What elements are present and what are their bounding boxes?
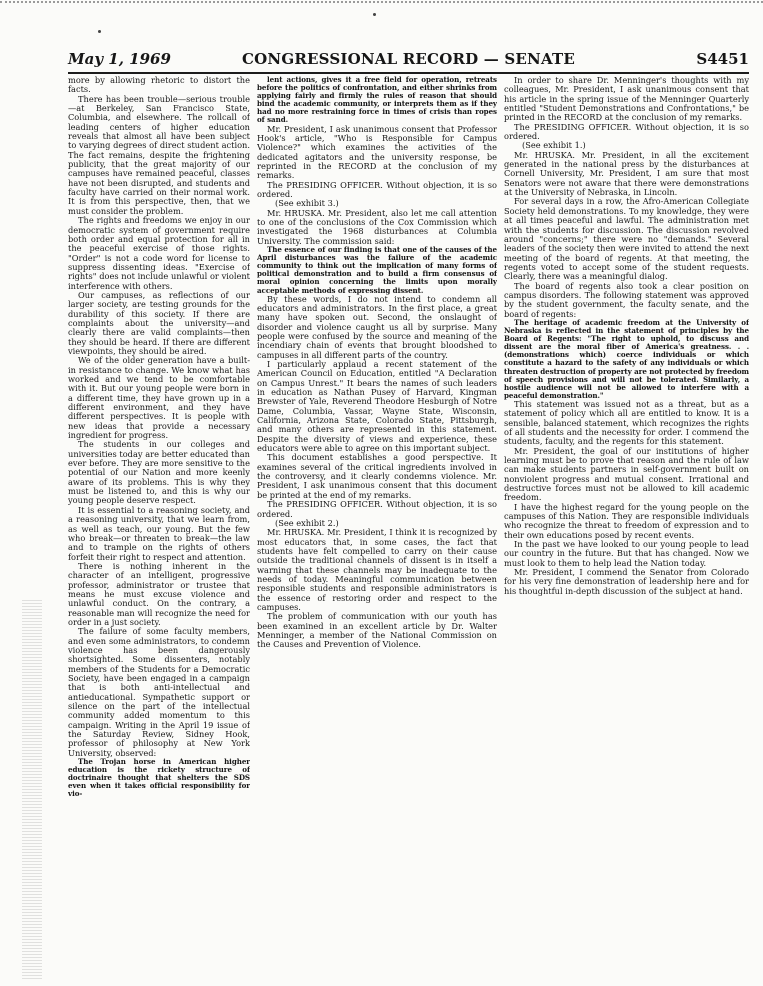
page-header <box>68 50 749 74</box>
paragraph: It is essential to a reasoning society, and a reasoning university, that we learn from, as well as teach, our young. But the few who break—or threaten to break—the law and to trample on the rights of others forfeit their right to respect and attention. <box>68 504 250 562</box>
paragraph: The PRESIDING OFFICER. Without objection, it is so ordered. <box>257 179 497 199</box>
scan-speck <box>98 30 101 33</box>
paragraph: In order to share Dr. Menninger's thoughts with my colleagues, Mr. President, I ask unanimous consent that his article in the spring issue of the Menninger Quarterly entitled "Student Demonstrations and Confrontations," be printed in the RECORD at the conclusion of my remarks. <box>504 76 749 123</box>
paragraph: Mr. HRUSKA. Mr. President, also let me call attention to one of the conclusions of the Cox Commission which investigated the 1968 disturbances at Columbia University. The commission said: <box>257 207 497 246</box>
header-date: May 1, 1969 <box>68 50 171 68</box>
quoted-paragraph: The essence of our finding is that one of the causes of the April disturbances was the failure of the academic community to think out the implication of many forms of political demonstration and to build a firm consensus of moral opinion concerning the limits upon morally acceptable methods of expressing dissent. <box>257 245 497 295</box>
text-column-1 <box>68 76 250 981</box>
paragraph: The rights and freedoms we enjoy in our democratic system of government require both order and equal protection for all in the peaceful exercise of those rights. "Order" is not a code word for license to suppress dissenting ideas. "Exercise of rights" does not include unlawful or violent interference with others. <box>68 215 250 291</box>
paragraph: The problem of communication with our youth has been examined in an excellent article by Dr. Walter Menninger, a member of the National Commission on the Causes and Prevention of Violence. <box>257 611 497 650</box>
quoted-paragraph: lent actions, gives it a free field for operation, retreats before the politics of confrontation, and either shrinks from applying fairly and firmly the rules of reason that should bind the academic community, or interprets them as if they had no more restraining force in times of crisis than ropes of sand. <box>257 76 497 125</box>
text-column-2 <box>257 76 497 981</box>
quoted-paragraph: The heritage of academic freedom at the University of Nebraska is reflected in the statement of principles by the Board of Regents: "The right to uphold, to discuss and dissent are the moral fiber of America's greatness. . . (demonstrations which) coerce individuals or which constitute a hazard to the safety of any individuals or which threaten destruction of property are not protected by freedom of speech provisions and will not be tolerated. Similarly, a hostile audience will not be allowed to interfere with a peaceful demonstration." <box>504 317 749 400</box>
paragraph: There is nothing inherent in the character of an intelligent, progressive professor, administrator or trustee that means he must excuse violence and unlawful conduct. On the contrary, a reasonable man will recognize the need for order in a just society. <box>68 560 250 627</box>
paragraph: The failure of some faculty members, and even some administrators, to condemn violence has been dangerously shortsighted. Some dissenters, notably members of the Students for a Democratic Society, have been engaged in a campaign that is both anti-intellectual and antieducational. Sympathetic support or silence on the part of the intellectual community added momentum to this campaign. Writing in the April 19 issue of the Saturday Review, Sidney Hook, professor of philosophy at New York University, observed: <box>68 626 250 758</box>
paragraph: By these words, I do not intend to condemn all educators and administrators. In the first place, a great many have spoken out. Second, the onslaught of disorder and violence caught us all by surprise. Many people were confused by the source and meaning of the incendiary chain of events that brought bloodshed to campuses in all different parts of the country. <box>257 293 497 360</box>
paragraph: This document establishes a good perspective. It examines several of the critical ingredients involved in the controversy, and it clearly condemns violence. Mr. President, I ask unanimous consent that this document be printed at the end of my remarks. <box>257 452 497 500</box>
text-column-3 <box>504 76 749 981</box>
exhibit-reference: (See exhibit 1.) <box>522 140 586 151</box>
scan-binding-edge <box>22 600 42 980</box>
paragraph: The students in our colleges and universities today are better educated than ever before. They are more sensitive to the potential of our Nation and more keenly aware of its problems. This is why they must be listened to, and this is why our young people deserve respect. <box>68 439 250 506</box>
quoted-paragraph: The Trojan horse in American higher education is the rickety structure of doctrinaire thought that shelters the SDS even when it takes official responsibility for vio- <box>68 757 250 799</box>
paragraph: We of the older generation have a built-in resistance to change. We know what has worked and we tend to be comfortable with it. But our young people were born in a different time, they have grown up in a different environment, and they have different perspectives. It is people with new ideas that provide a necessary ingredient for progress. <box>68 355 250 441</box>
paragraph: I particularly applaud a recent statement of the American Council on Education, entitled "A Declaration on Campus Unrest." It bears the names of such leaders in education as Nathan Pusey of Harvard, Kingman Brewster of Yale, Reverend Theodore Hesburgh of Notre Dame, Columbia, Vassar, Wayne State, Wisconsin, California, Arizona State, Colorado State, Pittsburgh, and many others are represented in this statement. Despite the diversity of views and experience, these educators were able to agree on this important subject. <box>257 359 497 454</box>
paragraph: Mr. President, the goal of our institutions of higher learning must be to prove that reason and the rule of law can make students partners in self-government built on nonviolent progress and mutual consent. Irrational and destructive forces must not be allowed to kill academic freedom. <box>504 445 749 503</box>
paragraph: There has been trouble—serious trouble—at Berkeley, San Francisco State, Columbia, and elsewhere. The rollcall of leading centers of higher education reveals that almost all have been subject to varying degrees of direct student action. The fact remains, despite the frightening publicity, that the great majority of our campuses have remained peaceful, classes have not been disrupted, and students and faculty have carried on their normal work. It is from this perspective, then, that we must consider the problem. <box>68 93 250 216</box>
paragraph: I have the highest regard for the young people on the campuses of this Nation. They are responsible individuals who recognize the threat to freedom of expression and to their own educations posed by recent events. <box>504 501 749 540</box>
paragraph: more by allowing rhetoric to distort the facts. <box>68 76 250 95</box>
paragraph: The board of regents also took a clear position on campus disorders. The following statement was approved by the student government, the faculty senate, and the board of regents: <box>504 280 749 319</box>
paragraph: This statement was issued not as a threat, but as a statement of policy which all are entitled to know. It is a sensible, balanced statement, which recognizes the rights of all students and the necessity for order. I commend the students, faculty, and the regents for this statement. <box>504 398 749 447</box>
scan-speck <box>373 13 376 16</box>
paragraph: Mr. President, I ask unanimous consent that Professor Hook's article, "Who is Responsible for Campus Violence?" which examines the activities of the dedicated agitators and the university response, be reprinted in the RECORD at the conclusion of my remarks. <box>257 123 497 181</box>
header-page-number: S4451 <box>696 50 749 68</box>
paragraph: The PRESIDING OFFICER. Without objection, it is so ordered. <box>504 121 749 142</box>
paragraph: The PRESIDING OFFICER. Without objection, it is so ordered. <box>257 499 497 519</box>
paragraph: Mr. President, I commend the Senator from Colorado for his very fine demonstration of leadership here and for his thoughtful in-depth discussion of the subject at hand. <box>504 567 749 596</box>
header-title: CONGRESSIONAL RECORD — SENATE <box>242 50 575 68</box>
paragraph: Mr. HRUSKA. Mr. President, I think it is recognized by most educators that, in some cases, the fact that students have felt compelled to carry on their cause outside the traditional channels of dissent is in itself a warning that these channels may be inadequate to the needs of today. Meaningful communication between responsible students and responsible administrators is the essence of restoring order and respect to the campuses. <box>257 527 497 612</box>
paragraph: Mr. HRUSKA. Mr. President, in all the excitement generated in the national press by the disturbances at Cornell University, Mr. President, I am sure that most Senators were not aware that there were demonstrations at the University of Nebraska, in Lincoln. <box>504 149 749 198</box>
exhibit-reference: (See exhibit 3.) <box>275 198 339 209</box>
exhibit-reference: (See exhibit 2.) <box>275 517 339 528</box>
paragraph: Our campuses, as reflections of our larger society, are testing grounds for the durability of this society. If there are complaints about the university—and clearly there are valid complaints—then they should be heard. If there are different viewpoints, they should be aired. <box>68 289 250 356</box>
top-border-rule <box>0 1 763 3</box>
paragraph: In the past we have looked to our young people to lead our country in the future. But that has changed. Now we must look to them to help lead the Nation today. <box>504 539 749 568</box>
paragraph: For several days in a row, the Afro-American Collegiate Society held demonstrations. To my knowledge, they were at all times peaceful and lawful. The administration met with the students for discussion. The discussion revolved around "concerns;" there were no "demands." Several leaders of the society then were invited to attend the next meeting of the board of regents. At that meeting, the regents voted to accept some of the student requests. Clearly, there was a meaningful dialog. <box>504 196 749 282</box>
